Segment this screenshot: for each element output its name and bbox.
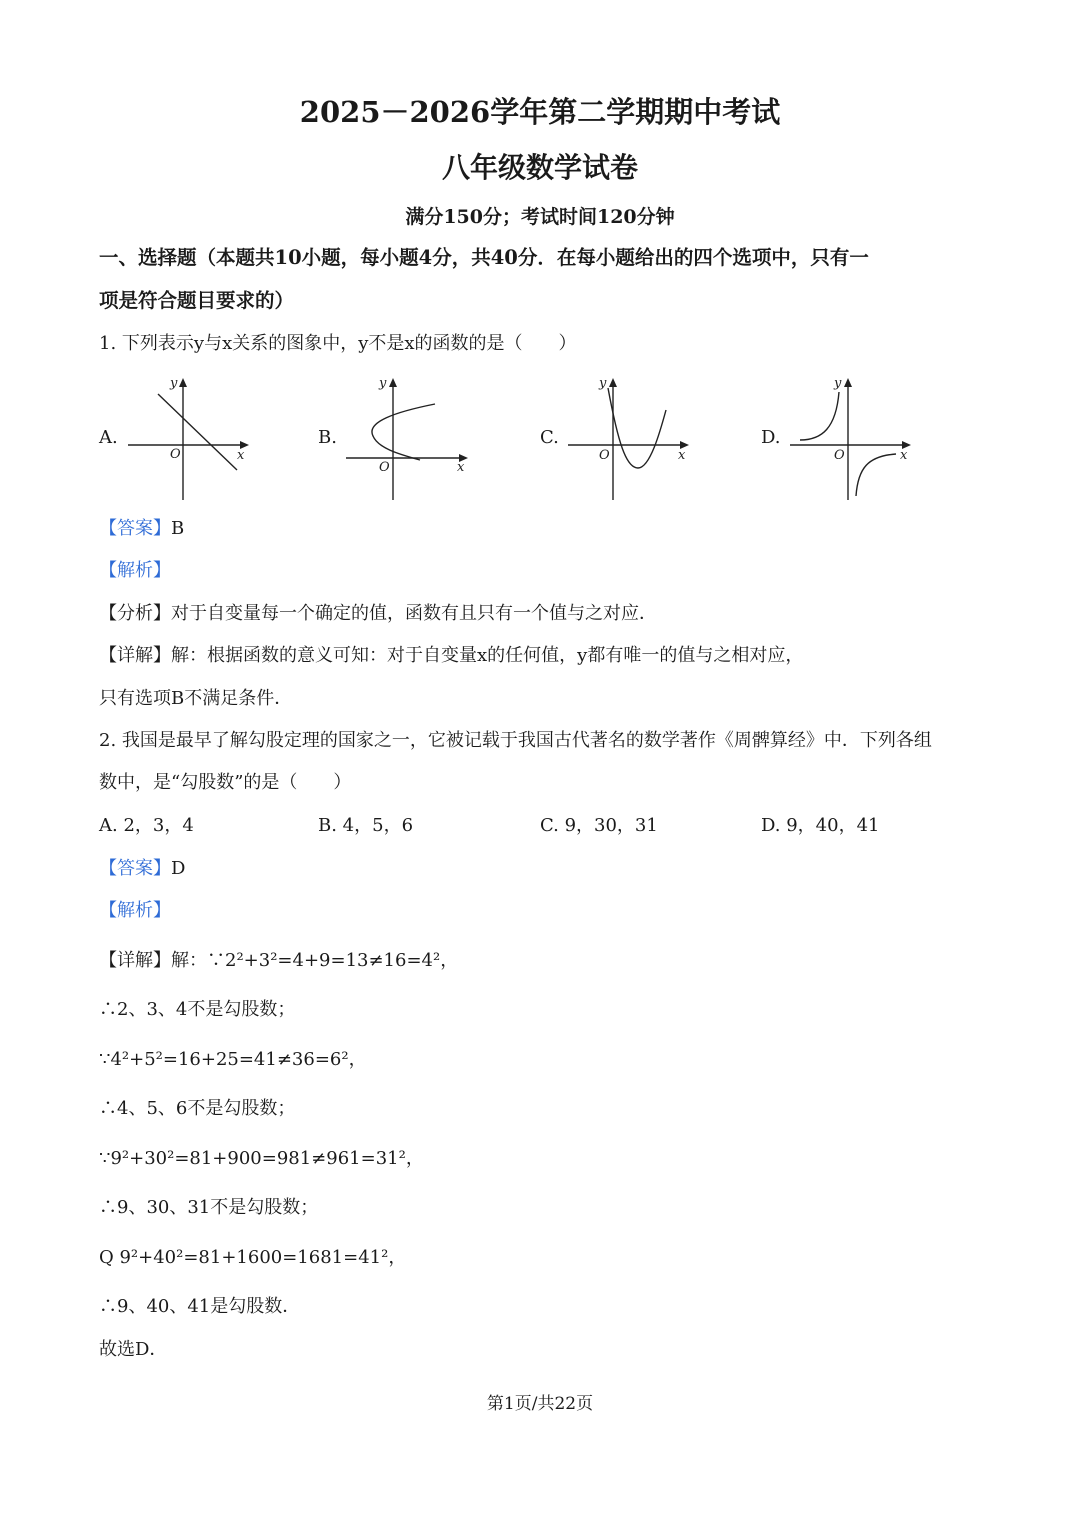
q2-answer-line	[99, 857, 185, 881]
q1-detail-line	[99, 644, 803, 668]
q1-option-b-label: B.	[318, 427, 337, 448]
q1-option-c-label: C.	[540, 427, 559, 448]
y-label: y	[170, 376, 178, 391]
q1-answer-line	[99, 517, 184, 541]
function-curve-left-branch	[800, 392, 839, 440]
q1-analysis-tag: 【解析】	[99, 560, 171, 581]
y-axis-arrow-icon	[389, 378, 397, 387]
q2-step-2: ∴2、3、4不是勾股数；	[99, 999, 296, 1020]
q1-option-d-label: D.	[761, 427, 781, 448]
q2-step-4: ∴4、5、6不是勾股数；	[99, 1098, 296, 1119]
q1-graph-d	[784, 372, 924, 504]
exam-title: 2025－2026学年第二学期期中考试	[299, 95, 781, 129]
q2-step-1: 解：∵2²+3²=4+9=13≠16=4²，	[171, 950, 459, 971]
page-number: 第1页/共22页	[486, 1394, 594, 1414]
q2-step-6: ∴9、30、31不是勾股数；	[99, 1197, 319, 1218]
x-label: x	[457, 460, 465, 475]
section-heading-line2: 项是符合题目要求的）	[99, 289, 295, 312]
y-axis-arrow-icon	[609, 378, 617, 387]
q1-graph-c	[562, 372, 702, 504]
q1-graph-b	[340, 372, 480, 504]
q2-step-1-line	[99, 949, 458, 973]
q2-step-8: ∴9、40、41是勾股数．	[99, 1296, 301, 1317]
q1-option-a-label: A.	[99, 427, 118, 448]
x-label: x	[237, 448, 245, 463]
answer-tag: 【答案】	[99, 858, 171, 879]
q1-conclusion: 只有选项B不满足条件．	[99, 688, 293, 709]
x-label: x	[678, 448, 686, 463]
score-info: 满分150分；考试时间120分钟	[405, 206, 675, 228]
q1-stem: 1. 下列表示y与x关系的图象中，y不是x的函数的是（ ）	[99, 333, 577, 354]
y-label: y	[834, 376, 842, 391]
y-label: y	[379, 376, 387, 391]
q2-choice-b: B. 4，5，6	[318, 815, 414, 836]
q2-step-9: 故选D．	[99, 1339, 168, 1360]
detail-tag: 【详解】	[99, 950, 171, 971]
fenxi-tag: 【分析】	[99, 603, 171, 624]
q2-step-3: ∵4²+5²=16+25=41≠36=6²，	[99, 1049, 367, 1070]
function-curve	[608, 388, 666, 468]
origin-label: O	[599, 448, 610, 463]
detail-tag: 【详解】	[99, 645, 171, 666]
q1-answer: B	[171, 518, 185, 539]
q1-fenxi: 对于自变量每一个确定的值，函数有且只有一个值与之对应．	[171, 603, 657, 624]
q2-step-5: ∵9²+30²=81+900=981≠961=31²，	[99, 1148, 424, 1169]
origin-label: O	[834, 448, 845, 463]
q2-choice-a: A. 2，3，4	[99, 815, 194, 836]
q2-choice-d: D. 9，40，41	[761, 815, 880, 836]
function-curve	[372, 404, 435, 460]
y-axis-arrow-icon	[179, 378, 187, 387]
q2-choice-c: C. 9，30，31	[540, 815, 658, 836]
y-axis-arrow-icon	[844, 378, 852, 387]
function-curve-right-branch	[856, 454, 896, 496]
q2-stem-line1: 2. 我国是最早了解勾股定理的国家之一，它被记载于我国古代著名的数学著作《周髀算经》中．下列各组	[99, 730, 932, 751]
y-label: y	[599, 376, 607, 391]
q2-analysis-tag: 【解析】	[99, 900, 171, 921]
origin-label: O	[170, 447, 181, 462]
answer-tag: 【答案】	[99, 518, 171, 539]
q1-detail: 解：根据函数的意义可知：对于自变量x的任何值，y都有唯一的值与之相对应，	[171, 645, 804, 666]
q2-stem-line2: 数中，是“勾股数”的是（ ）	[99, 772, 352, 793]
q1-fenxi-line	[99, 602, 657, 626]
q2-answer: D	[171, 858, 186, 879]
x-label: x	[900, 448, 908, 463]
exam-subtitle: 八年级数学试卷	[441, 151, 638, 184]
q2-step-7: Q 9²+40²=81+1600=1681=41²，	[99, 1247, 407, 1268]
section-heading-line1: 一、选择题（本题共10小题，每小题4分，共40分．在每小题给出的四个选项中，只有一	[99, 246, 869, 269]
origin-label: O	[379, 460, 390, 475]
q1-graph-a	[120, 372, 260, 504]
